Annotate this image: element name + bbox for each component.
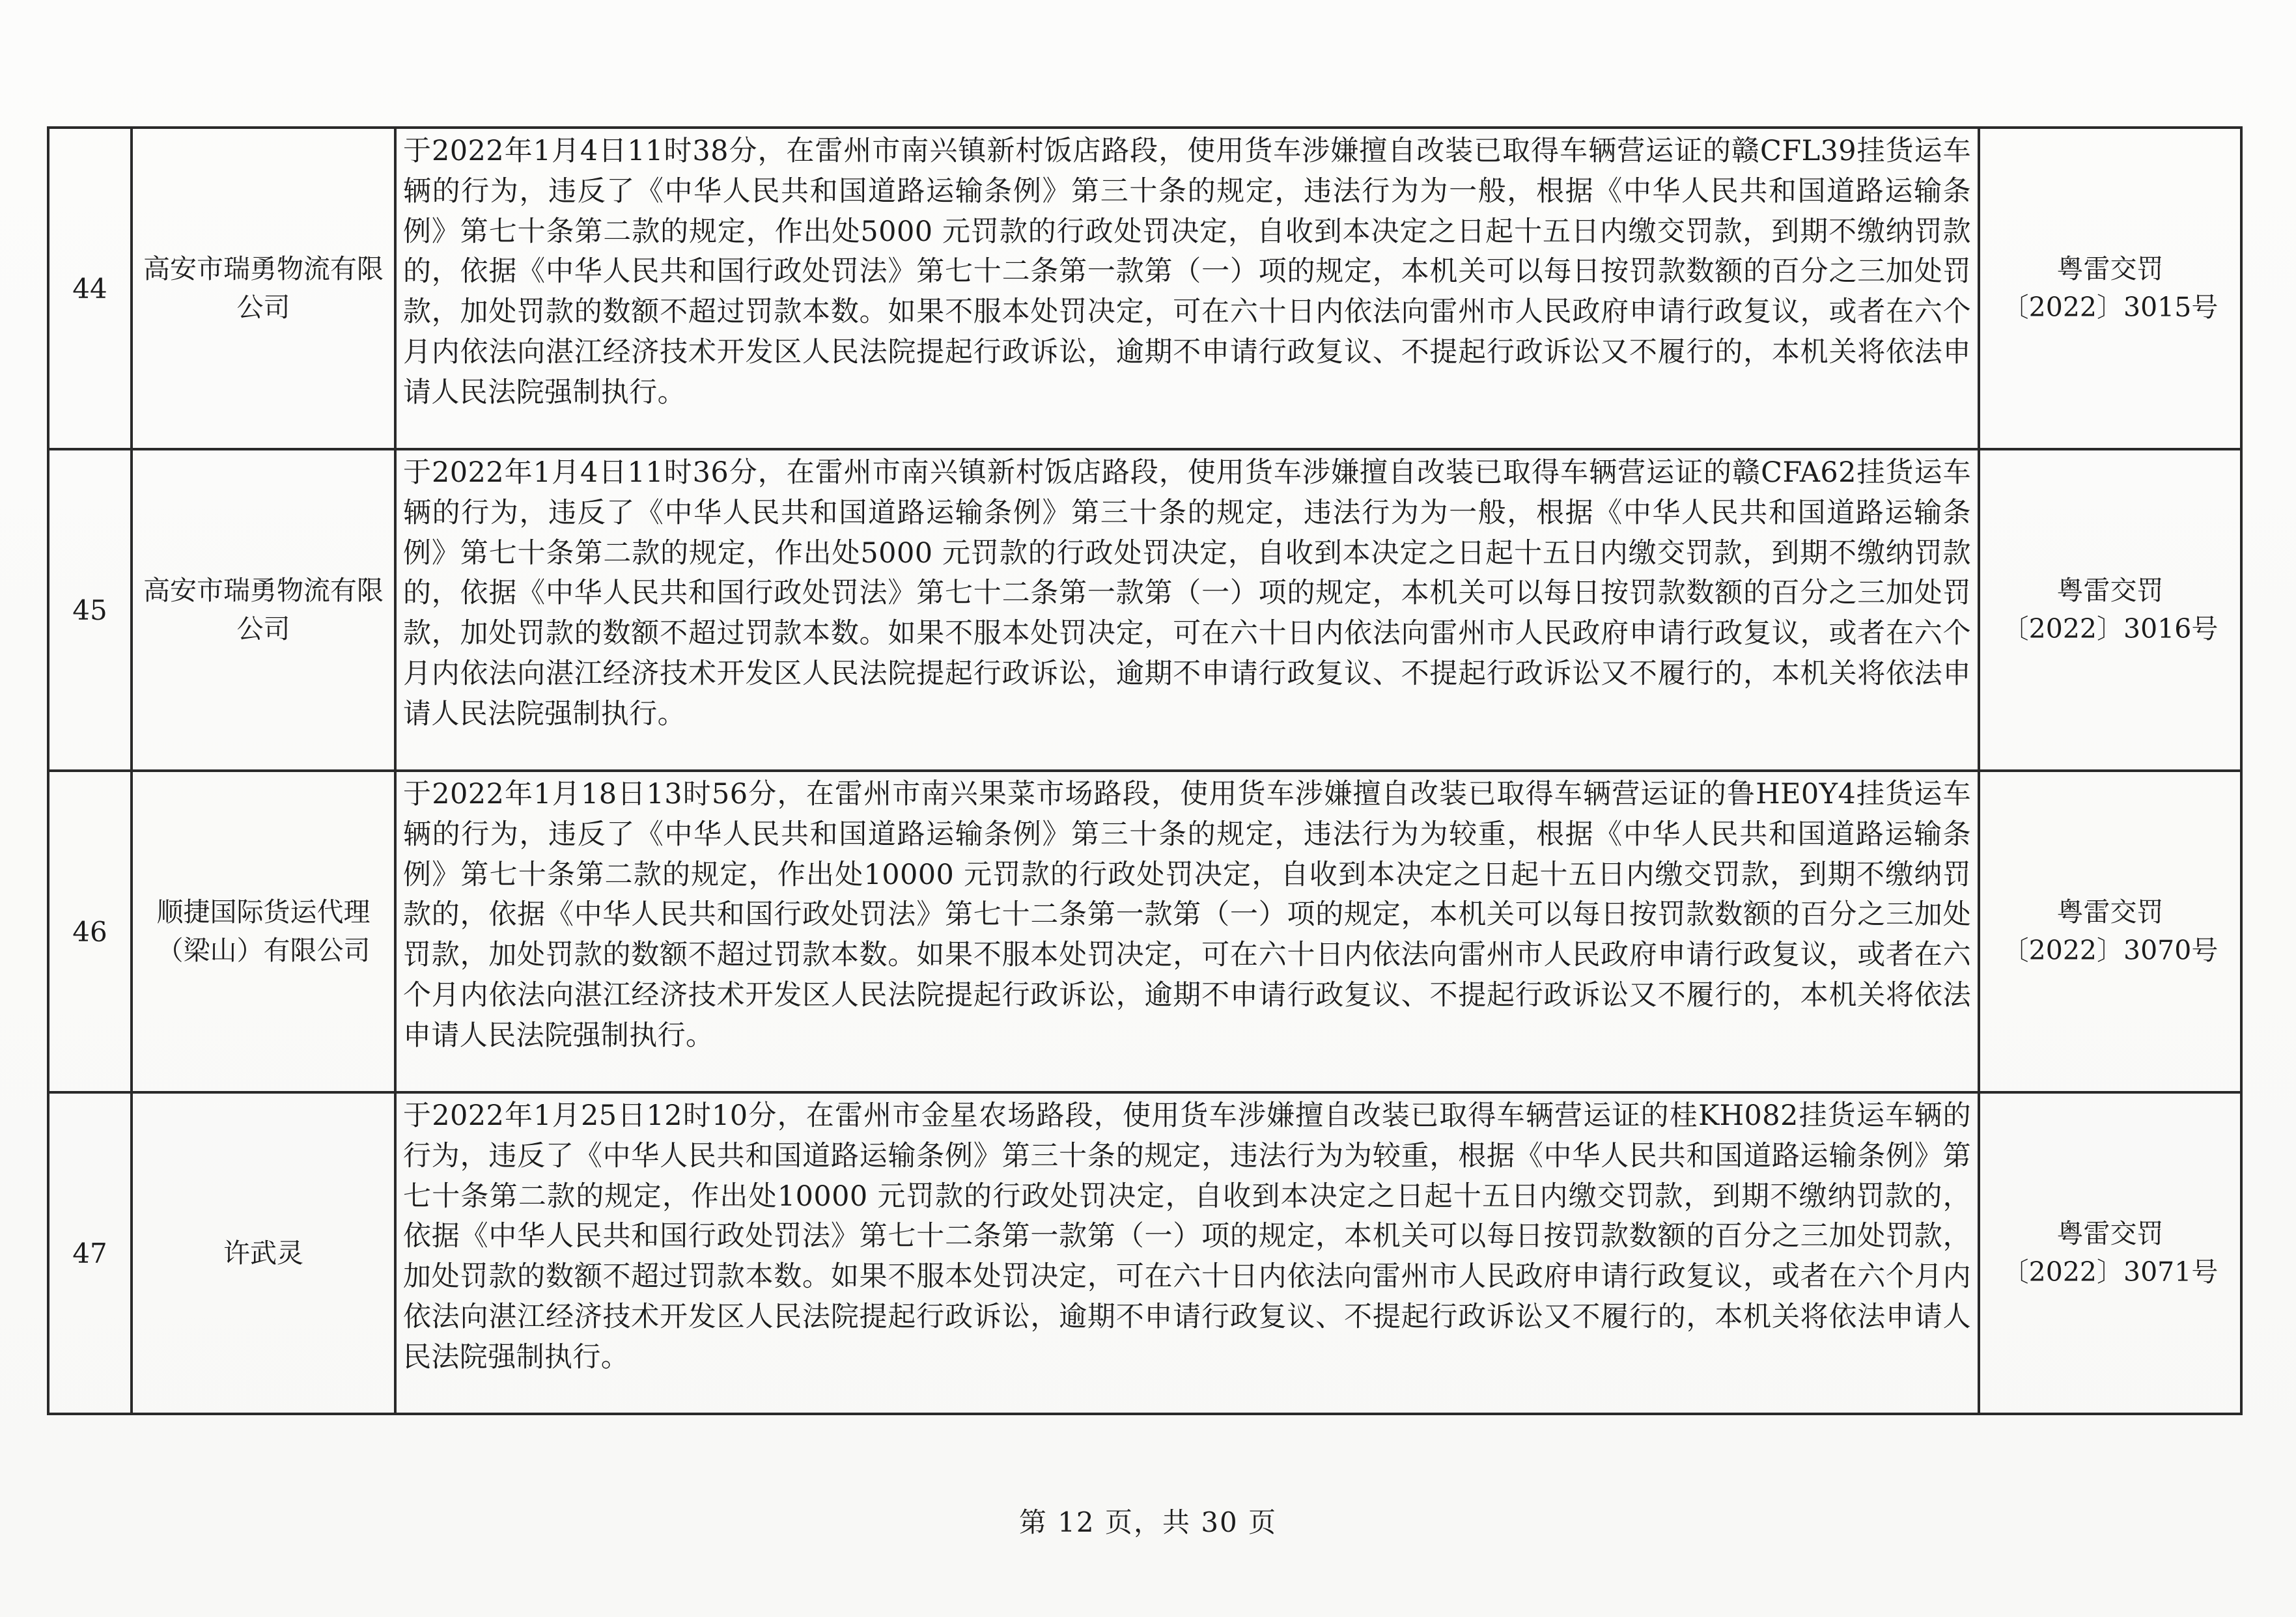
row-index: 47 [48, 1092, 132, 1414]
document-number-line1: 粤雷交罚 [2056, 1218, 2164, 1249]
document-number-line2: 〔2022〕3070号 [2002, 935, 2219, 966]
page-number-footer: 第 12 页，共 30 页 [1018, 1506, 1278, 1538]
penalty-description: 于2022年1月4日11时36分，在雷州市南兴镇新村饭店路段，使用货车涉嫌擅自改装已取得车辆营运证的赣CFA62挂货运车辆的行为，违反了《中华人民共和国道路运输条例》第三十条的规定，违法行为为一般，根据《中华人民共和国道路运输条例》第七十条第二款的规定，作出处5000 元罚款的行政处罚决定，自收到本决定之日起十五日内缴交罚款，到期不缴纳罚款的，依据《中华人民共和国行政处罚法》第七十二条第一款第（一）项的规定，本机关可以每日按罚款数额的百分之三加处罚款，加处罚款的数额不超过罚款本数。如果不服本处罚决定，可在六十日内依法向雷州市人民政府申请行政复议，或者在六个月内依法向湛江经济技术开发区人民法院提起行政诉讼，逾期不申请行政复议、不提起行政诉讼又不履行的，本机关将依法申请人民法院强制执行。 [395, 449, 1979, 771]
row-index: 45 [48, 449, 132, 771]
document-number [1979, 1092, 2241, 1414]
document-number-line1: 粤雷交罚 [2056, 253, 2164, 284]
row-index: 46 [48, 771, 132, 1092]
party-name: 顺捷国际货运代理（梁山）有限公司 [132, 771, 395, 1092]
table-row [48, 1092, 2241, 1414]
table-row [48, 771, 2241, 1092]
document-number-line1: 粤雷交罚 [2056, 896, 2164, 928]
table-row [48, 128, 2241, 449]
party-name: 高安市瑞勇物流有限公司 [132, 128, 395, 449]
document-number [1979, 449, 2241, 771]
table-row [48, 449, 2241, 771]
document-number [1979, 128, 2241, 449]
penalty-description: 于2022年1月18日13时56分，在雷州市南兴果菜市场路段，使用货车涉嫌擅自改装已取得车辆营运证的鲁HE0Y4挂货运车辆的行为，违反了《中华人民共和国道路运输条例》第三十条的规定，违法行为为较重，根据《中华人民共和国道路运输条例》第七十条第二款的规定，作出处10000 元罚款的行政处罚决定，自收到本决定之日起十五日内缴交罚款，到期不缴纳罚款的，依据《中华人民共和国行政处罚法》第七十二条第一款第（一）项的规定，本机关可以每日按罚款数额的百分之三加处罚款，加处罚款的数额不超过罚款本数。如果不服本处罚决定，可在六十日内依法向雷州市人民政府申请行政复议，或者在六个月内依法向湛江经济技术开发区人民法院提起行政诉讼，逾期不申请行政复议、不提起行政诉讼又不履行的，本机关将依法申请人民法院强制执行。 [395, 771, 1979, 1092]
row-index: 44 [48, 128, 132, 449]
document-number-line1: 粤雷交罚 [2056, 575, 2164, 606]
penalty-records-table [47, 126, 2243, 1415]
document-number [1979, 771, 2241, 1092]
party-name: 高安市瑞勇物流有限公司 [132, 449, 395, 771]
document-number-line2: 〔2022〕3071号 [2002, 1256, 2219, 1288]
party-name: 许武灵 [132, 1092, 395, 1414]
penalty-description: 于2022年1月4日11时38分，在雷州市南兴镇新村饭店路段，使用货车涉嫌擅自改装已取得车辆营运证的赣CFL39挂货运车辆的行为，违反了《中华人民共和国道路运输条例》第三十条的规定，违法行为为一般，根据《中华人民共和国道路运输条例》第七十条第二款的规定，作出处5000 元罚款的行政处罚决定，自收到本决定之日起十五日内缴交罚款，到期不缴纳罚款的，依据《中华人民共和国行政处罚法》第七十二条第一款第（一）项的规定，本机关可以每日按罚款数额的百分之三加处罚款，加处罚款的数额不超过罚款本数。如果不服本处罚决定，可在六十日内依法向雷州市人民政府申请行政复议，或者在六个月内依法向湛江经济技术开发区人民法院提起行政诉讼，逾期不申请行政复议、不提起行政诉讼又不履行的，本机关将依法申请人民法院强制执行。 [395, 128, 1979, 449]
penalty-description: 于2022年1月25日12时10分，在雷州市金星农场路段，使用货车涉嫌擅自改装已取得车辆营运证的桂KH082挂货运车辆的行为，违反了《中华人民共和国道路运输条例》第三十条的规定，违法行为为较重，根据《中华人民共和国道路运输条例》第七十条第二款的规定，作出处10000 元罚款的行政处罚决定，自收到本决定之日起十五日内缴交罚款，到期不缴纳罚款的，依据《中华人民共和国行政处罚法》第七十二条第一款第（一）项的规定，本机关可以每日按罚款数额的百分之三加处罚款，加处罚款的数额不超过罚款本数。如果不服本处罚决定，可在六十日内依法向雷州市人民政府申请行政复议，或者在六个月内依法向湛江经济技术开发区人民法院提起行政诉讼，逾期不申请行政复议、不提起行政诉讼又不履行的，本机关将依法申请人民法院强制执行。 [395, 1092, 1979, 1414]
document-number-line2: 〔2022〕3015号 [2002, 292, 2219, 323]
document-number-line2: 〔2022〕3016号 [2002, 613, 2219, 644]
